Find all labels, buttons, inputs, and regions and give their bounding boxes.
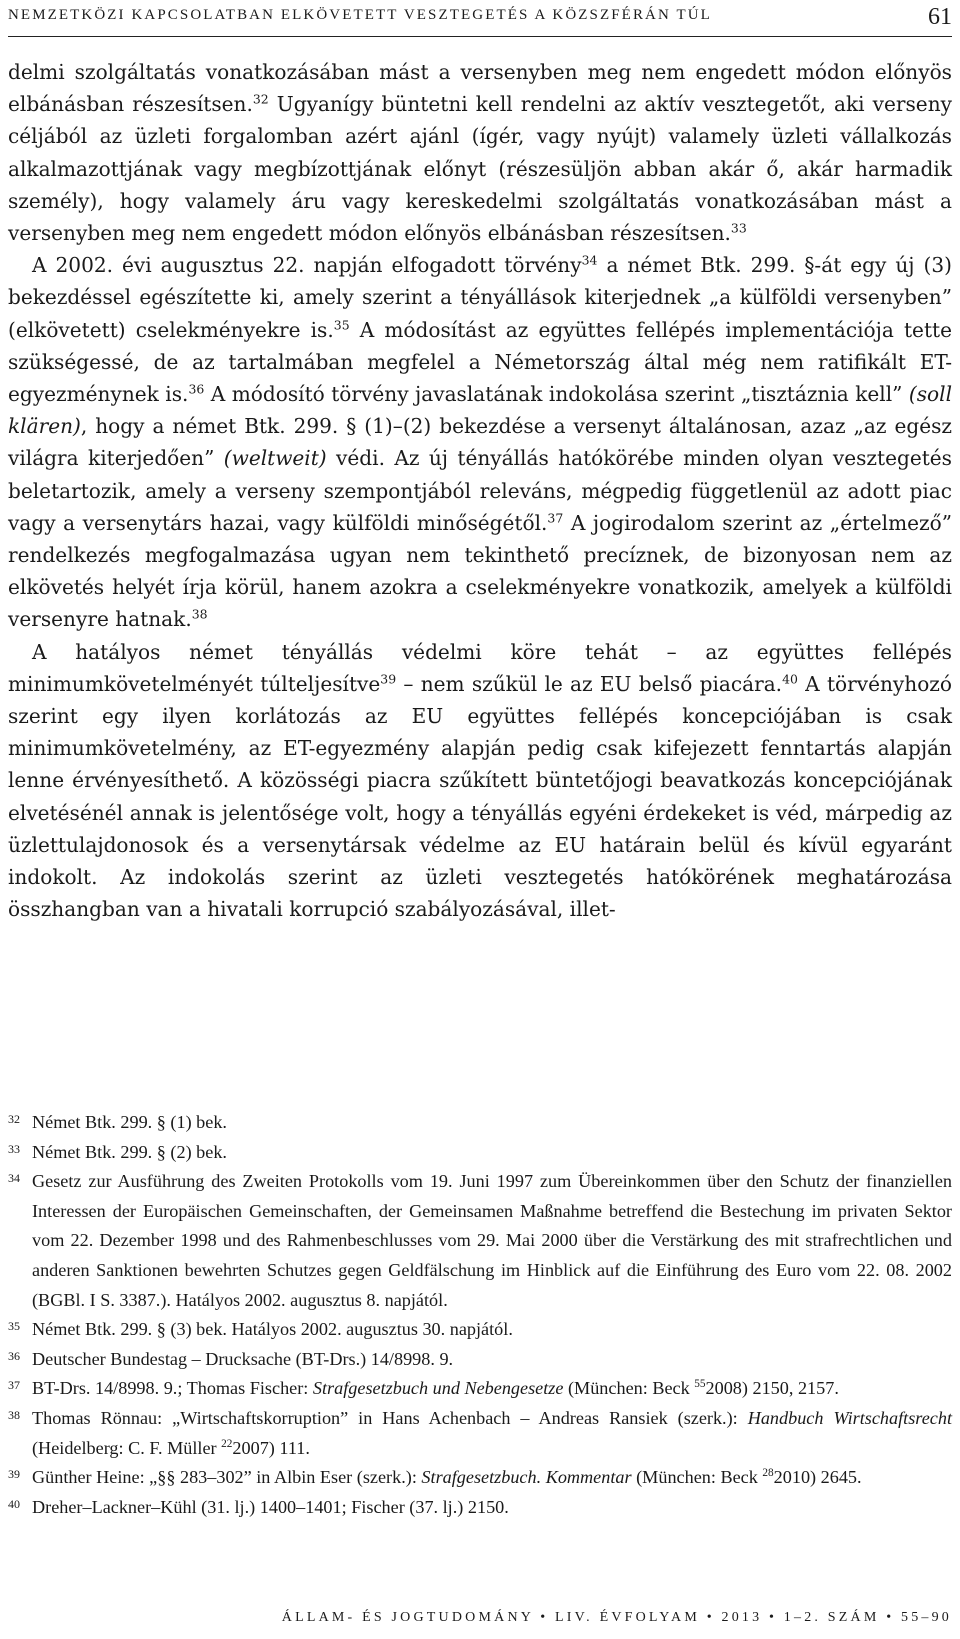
footnote-text: (München: Beck bbox=[631, 1467, 763, 1488]
footnotes bbox=[8, 1108, 952, 1522]
footnote-ref-35[interactable]: 35 bbox=[333, 316, 350, 332]
footnote-text: BT-Drs. 14/8998. 9.; Thomas Fischer: bbox=[32, 1378, 313, 1399]
footnote-36 bbox=[8, 1345, 952, 1375]
footnote-text: Gesetz zur Ausführung des Zweiten Protokolls vom 19. Juni 1997 zum Übereinkommen über den Schutz der finanziellen Interessen der Europäischen Gemeinschaften, der Gemeinsamen Maßnahme betreffend die Bestechung im privaten Sektor vom 22. Dezember 1998 und des Rahmenbeschlusses vom 29. Mai 2000 über die Verstärkung des mit strafrechtlichen und anderen Sanktionen bewehrten Schutzes gegen Geldfälschung im Hinblick auf die Einführung des Euro vom 22. 08. 2002 (BGBl. I S. 3387.). Hatályos 2002. augusztus 8. napjától. bbox=[32, 1171, 952, 1310]
paragraph-1 bbox=[8, 56, 952, 249]
main-text bbox=[8, 56, 952, 925]
text-run: A hatályos német tényállás védelmi köre tehát – az együttes fellépés minimumkövetelményét túlteljesítve bbox=[8, 639, 952, 696]
text-run: a német Btk. 299. §-át egy új (3) bekezdéssel egészítette ki, amely szerint a tényállások kiterjednek „a külföldi versenyben” (elkövetett) cselekményekre is. bbox=[8, 253, 952, 342]
text-run: A törvényhozó szerint egy ilyen korlátozás az EU együttes fellépés koncepciójában is csak minimumkövetelmény, az ET-egyezmény alapján pedig csak kifejezett fenntartás alapján lenne érvényesíthető. A közösségi piacra szűkített büntetőjogi beavatkozás koncepciójának elvetésénél annak is jelentősége volt, hogy a tényállás egyéni érdekeket is véd, márpedig az üzlettulajdonosok és a versenytársak védelme az EU határain belül és kívül egyaránt indokolt. Az indokolás szerint az üzleti vesztegetés hatókörének meghatározása összhangban van a hivatali korrupció szabályozásával, illet- bbox=[8, 671, 952, 922]
footnote-ref-34[interactable]: 34 bbox=[581, 252, 598, 268]
text-run: , hogy a német Btk. 299. § (1)–(2) bekezdése a versenyt általánosan, azaz „az egész világra kiterjedően” bbox=[8, 414, 952, 471]
footnote-text: Günther Heine: „§§ 283–302” in Albin Eser (szerk.): bbox=[32, 1467, 422, 1488]
text-run: A 2002. évi augusztus 22. napján elfogadott törvény bbox=[32, 253, 582, 278]
text-run: A módosító törvény javaslatának indokolása szerint „tisztáznia kell” bbox=[204, 382, 909, 407]
footnote-34 bbox=[8, 1167, 952, 1315]
footnote-33 bbox=[8, 1138, 952, 1168]
running-header bbox=[8, 0, 952, 37]
paragraph-3 bbox=[8, 636, 952, 926]
footnote-text: Thomas Rönnau: „Wirtschaftskorruption” in Hans Achenbach – Andreas Ransiek (szerk.): bbox=[32, 1407, 748, 1428]
footnote-number: 39 bbox=[8, 1467, 20, 1482]
italic-term: (weltweit) bbox=[223, 446, 327, 471]
footnote-number: 36 bbox=[8, 1348, 20, 1363]
text-run: A módosítást az együttes fellépés implementációja tette szükségessé, de az tartalmában megfelel a Németország által még nem ratifikált ET-egyezménynek is. bbox=[8, 317, 952, 407]
italic-term: (soll klären) bbox=[8, 382, 953, 439]
footnote-text: (Heidelberg: C. F. Müller bbox=[32, 1437, 222, 1458]
footnote-ref-32[interactable]: 32 bbox=[252, 91, 269, 107]
text-run: – nem szűkül le az EU belső piacára. bbox=[396, 671, 783, 696]
footnote-32 bbox=[8, 1108, 952, 1138]
footnote-ref-36[interactable]: 36 bbox=[188, 381, 205, 397]
footnote-text: Dreher–Lackner–Kühl (31. lj.) 1400–1401; Fischer (37. lj.) 2150. bbox=[32, 1496, 509, 1517]
page-number: 61 bbox=[928, 4, 952, 30]
footnote-text: (München: Beck bbox=[563, 1378, 695, 1399]
book-title: Strafgesetzbuch. Kommentar bbox=[421, 1467, 632, 1488]
footnote-text: Német Btk. 299. § (2) bek. bbox=[32, 1141, 227, 1162]
footnote-ref-37[interactable]: 37 bbox=[547, 510, 564, 526]
footnote-number: 40 bbox=[8, 1496, 20, 1511]
text-run: A jogirodalom szerint az „értelmező” rendelkezés megfogalmazása ugyan nem tekinthető precíznek, de bizonyosan nem az elkövetés helyét írja körül, hanem azokra a cselekményekre vonatkozik, amelyek a külföldi versenyre hatnak. bbox=[8, 510, 952, 632]
edition-number: 28 bbox=[762, 1467, 774, 1480]
text-run: delmi szolgáltatás vonatkozásában mást a versenyben meg nem engedett módon előnyös elbánásban részesítsen. bbox=[8, 60, 952, 117]
footnote-number: 34 bbox=[8, 1171, 20, 1186]
footnote-38 bbox=[8, 1404, 952, 1463]
footnote-35 bbox=[8, 1315, 952, 1345]
footnote-number: 37 bbox=[8, 1378, 20, 1393]
book-title: Handbuch Wirtschaftsrecht bbox=[747, 1407, 952, 1428]
journal-footer: ÁLLAM- ÉS JOGTUDOMÁNY • LIV. ÉVFOLYAM • 2013 • 1–2. SZÁM • 55–90 bbox=[281, 1610, 952, 1625]
footnote-ref-33[interactable]: 33 bbox=[730, 220, 747, 236]
text-run: védi. Az új tényállás hatókörébe minden olyan vesztegetés beletartozik, amely a verseny szempontjából releváns, mégpedig függetlenül az adott piac vagy a versenytárs hazai, vagy külföldi minőségétől. bbox=[8, 446, 952, 535]
footnote-text: Német Btk. 299. § (3) bek. Hatályos 2002. augusztus 30. napjától. bbox=[32, 1319, 513, 1340]
footnote-number: 33 bbox=[8, 1141, 20, 1156]
footnote-text: 2008) 2150, 2157. bbox=[705, 1378, 839, 1399]
footnote-text: 2010) 2645. bbox=[773, 1467, 862, 1488]
running-title: NEMZETKÖZI KAPCSOLATBAN ELKÖVETETT VESZTEGETÉS A KÖZSZFÉRÁN TÚL bbox=[8, 7, 712, 23]
paragraph-2 bbox=[8, 249, 952, 635]
book-title: Strafgesetzbuch und Nebengesetze bbox=[312, 1378, 564, 1399]
footnote-40 bbox=[8, 1493, 952, 1523]
footnote-ref-40[interactable]: 40 bbox=[782, 671, 798, 687]
footnote-ref-39[interactable]: 39 bbox=[380, 671, 397, 687]
text-run: Ugyanígy büntetni kell rendelni az aktív vesztegetőt, aki verseny céljából az üzleti forgalomban azért ajánl (ígér, vagy nyújt) valamely üzleti vállalkozás alkalmazottjának vagy megbízottjának előnyt (részesüljön abban akár ő, akár harmadik személy), hogy valamely áru vagy kereskedelmi szolgáltatás vonatkozásában mást a versenyben meg nem engedett módon előnyös elbánásban részesítsen. bbox=[8, 92, 952, 246]
footnote-text: Deutscher Bundestag – Drucksache (BT-Drs.) 14/8998. 9. bbox=[32, 1348, 454, 1369]
footnote-number: 32 bbox=[8, 1112, 20, 1126]
footnote-text: 2007) 111. bbox=[232, 1437, 310, 1458]
footnote-number: 38 bbox=[8, 1407, 20, 1422]
footnote-39 bbox=[8, 1463, 952, 1493]
footnote-text: Német Btk. 299. § (1) bek. bbox=[32, 1112, 227, 1132]
footnote-37 bbox=[8, 1374, 952, 1404]
footnote-number: 35 bbox=[8, 1319, 20, 1334]
edition-number: 22 bbox=[221, 1437, 233, 1450]
edition-number: 55 bbox=[694, 1378, 706, 1391]
footnote-ref-38[interactable]: 38 bbox=[191, 606, 208, 622]
